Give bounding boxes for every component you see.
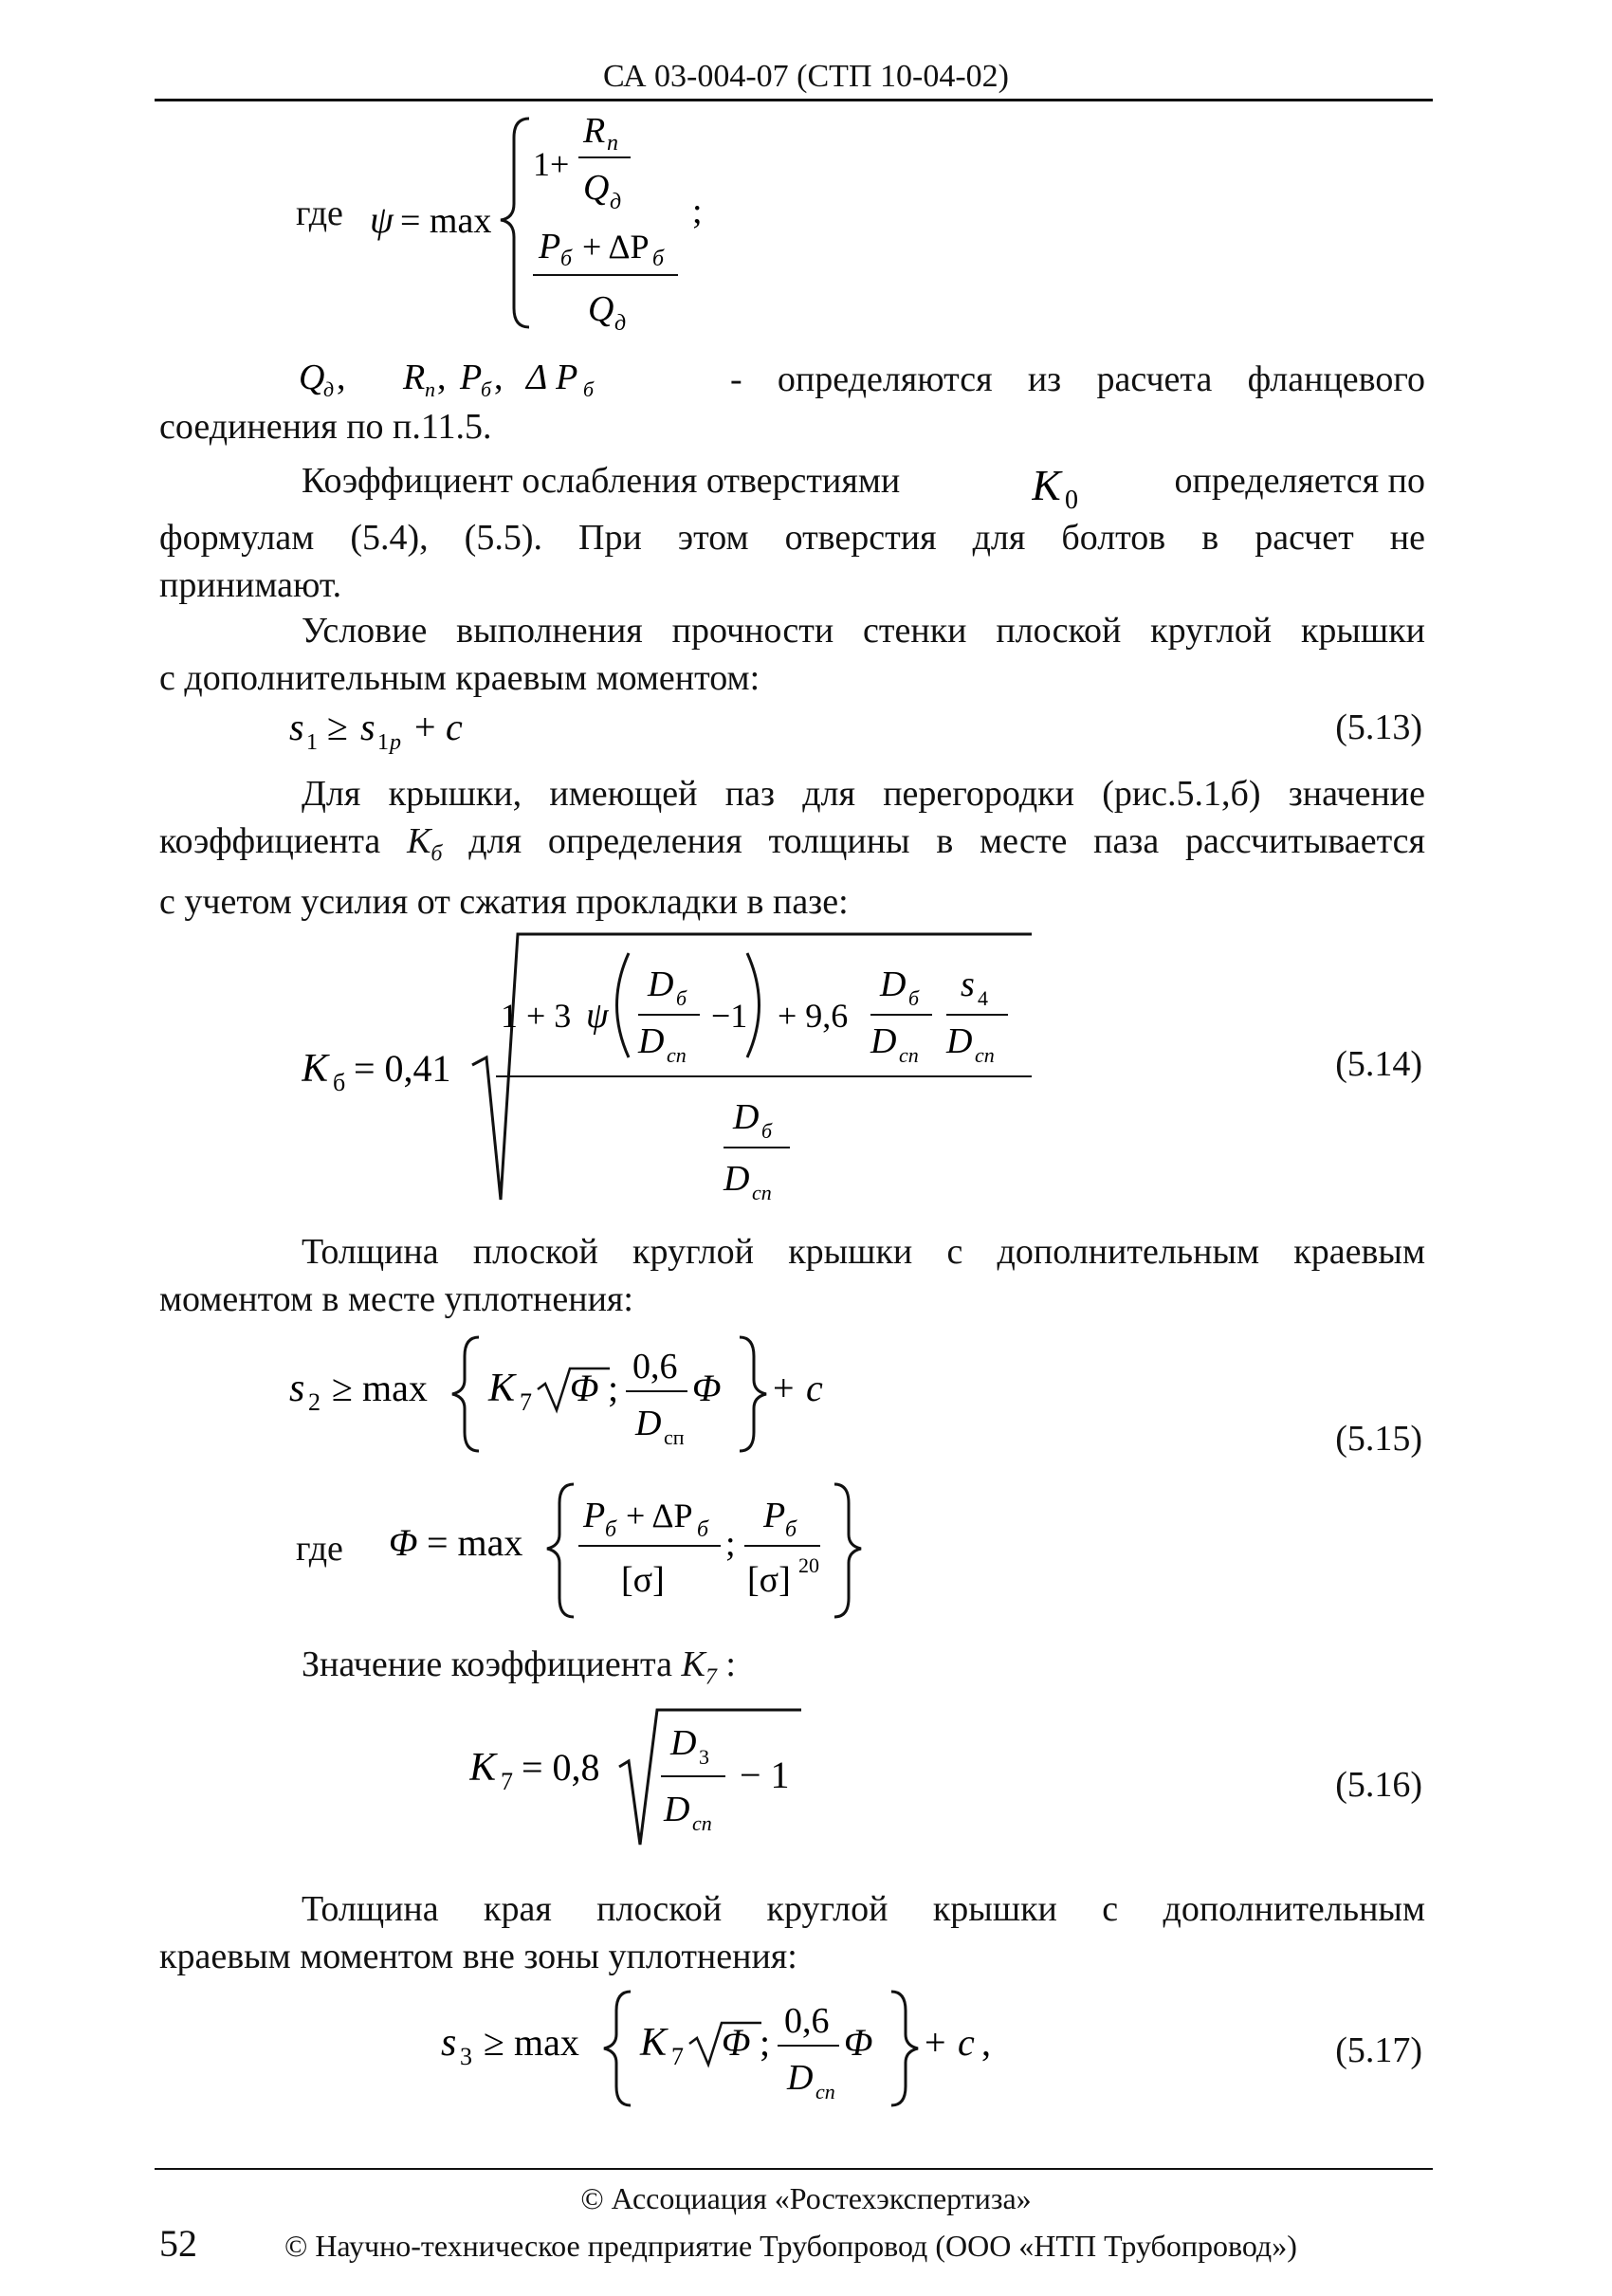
svg-text:≥ max: ≥ max bbox=[332, 1367, 428, 1409]
svg-text:,: , bbox=[337, 358, 346, 397]
svg-text:0,6: 0,6 bbox=[784, 2001, 830, 2041]
svg-text:сп: сп bbox=[975, 1043, 995, 1067]
svg-text:p: p bbox=[390, 730, 401, 755]
page-number: 52 bbox=[159, 2222, 197, 2265]
svg-text:Φ: Φ bbox=[570, 1367, 599, 1409]
svg-text:п: п bbox=[607, 131, 618, 156]
svg-text:c: c bbox=[446, 706, 463, 748]
svg-text:3: 3 bbox=[460, 2043, 472, 2070]
svg-text:+: + bbox=[773, 1367, 795, 1409]
svg-text:п: п bbox=[425, 377, 435, 401]
svg-text:Δ P: Δ P bbox=[526, 358, 578, 397]
svg-text:P: P bbox=[763, 1496, 786, 1535]
paragraph-k6-line-2: коэффициента $K_б$ для определения толщины в месте паза рассчитывается bbox=[159, 821, 1425, 867]
svg-text:Φ: Φ bbox=[722, 2021, 751, 2064]
svg-text:= max: = max bbox=[427, 1521, 523, 1564]
paragraph-k7: Значение коэффициента $K_7$ : bbox=[302, 1644, 736, 1690]
vars-line-2: соединения по п.11.5. bbox=[159, 407, 492, 447]
svg-text:0,6: 0,6 bbox=[632, 1347, 678, 1387]
svg-text:Q: Q bbox=[583, 168, 610, 208]
svg-text:s: s bbox=[289, 706, 304, 748]
footer-association: © Ассоциация «Ростехэкспертиза» bbox=[580, 2181, 1032, 2215]
svg-text:б: б bbox=[785, 1517, 797, 1542]
svg-text:D: D bbox=[880, 964, 907, 1004]
svg-text:s: s bbox=[360, 706, 376, 748]
svg-text:D: D bbox=[664, 1790, 690, 1829]
svg-text:≥: ≥ bbox=[327, 706, 348, 748]
vars-tail: - определяются из расчета фланцевого bbox=[730, 359, 1425, 399]
eq-number-5-15: (5.15) bbox=[1335, 1419, 1422, 1459]
svg-text:ψ: ψ bbox=[586, 996, 609, 1036]
svg-text:K: K bbox=[640, 2021, 668, 2065]
svg-text:D: D bbox=[946, 1021, 973, 1061]
page-header: СА 03-004-07 (СТП 10-04-02) bbox=[603, 59, 1009, 94]
svg-text:б: б bbox=[761, 1119, 773, 1143]
svg-text:D: D bbox=[670, 1723, 697, 1763]
svg-text:сп: сп bbox=[815, 2080, 835, 2103]
formula-5-16 bbox=[469, 1702, 849, 1859]
svg-text:Φ: Φ bbox=[389, 1521, 418, 1564]
svg-text:= 0,41: = 0,41 bbox=[354, 1047, 451, 1090]
svg-text:;: ; bbox=[725, 1524, 736, 1564]
svg-text:7: 7 bbox=[501, 1768, 513, 1795]
svg-text:сп: сп bbox=[899, 1043, 919, 1067]
svg-text:д: д bbox=[323, 377, 335, 401]
svg-text:s: s bbox=[441, 2021, 457, 2065]
svg-text:б: б bbox=[605, 1517, 617, 1542]
formula-5-15-phi bbox=[389, 1470, 920, 1636]
svg-text:1: 1 bbox=[306, 730, 318, 755]
svg-text:,: , bbox=[981, 2021, 991, 2064]
paragraph-condition: Условие выполнения прочности стенки плоской круглой крышки с дополнительным краевым моментом: bbox=[159, 611, 1425, 698]
svg-text:сп: сп bbox=[667, 1043, 687, 1067]
where-label-1: где bbox=[296, 193, 343, 233]
svg-text:+ ΔP: + ΔP bbox=[626, 1497, 693, 1534]
svg-text:,: , bbox=[437, 358, 447, 397]
svg-text:c: c bbox=[958, 2021, 975, 2064]
svg-text:2: 2 bbox=[308, 1388, 321, 1416]
eq-number-5-16: (5.16) bbox=[1335, 1765, 1422, 1805]
footer-rule bbox=[155, 2168, 1433, 2170]
svg-text:s: s bbox=[289, 1367, 305, 1410]
svg-text:Φ: Φ bbox=[844, 2021, 873, 2064]
svg-text:− 1: − 1 bbox=[740, 1754, 790, 1796]
svg-text:D: D bbox=[787, 2058, 814, 2098]
svg-text:D: D bbox=[635, 1404, 662, 1443]
svg-text:б: б bbox=[676, 986, 687, 1010]
svg-text:c: c bbox=[806, 1367, 823, 1409]
svg-text:D: D bbox=[638, 1021, 665, 1061]
svg-text:б: б bbox=[333, 1069, 346, 1096]
svg-text:Φ: Φ bbox=[692, 1367, 722, 1409]
svg-text:K: K bbox=[302, 1047, 329, 1091]
svg-text:K: K bbox=[488, 1367, 516, 1410]
svg-text:4: 4 bbox=[978, 986, 988, 1010]
svg-text:Q: Q bbox=[588, 289, 614, 329]
psi-formula bbox=[370, 104, 749, 356]
svg-text:Q: Q bbox=[299, 358, 325, 397]
svg-text:б: б bbox=[481, 377, 492, 401]
svg-text:−1: −1 bbox=[711, 997, 748, 1035]
svg-text:1: 1 bbox=[377, 730, 389, 755]
svg-text:K: K bbox=[1032, 461, 1061, 509]
svg-text:P: P bbox=[460, 358, 483, 397]
svg-text:ψ: ψ bbox=[370, 198, 394, 241]
svg-text:+ ΔP: + ΔP bbox=[582, 228, 650, 266]
svg-text:D: D bbox=[870, 1021, 897, 1061]
svg-text:D: D bbox=[648, 964, 674, 1004]
svg-text:+: + bbox=[925, 2021, 946, 2064]
svg-text:б: б bbox=[908, 986, 920, 1010]
paragraph-k6: Для крышки, имеющей паз для перегородки (рис.5.1,б) значение коэффициента $K_б$ для определения толщины в месте паза рассчитывается с учетом усилия от сжатия прокладки в пазе: bbox=[159, 774, 1425, 922]
formula-5-13 bbox=[289, 697, 593, 768]
svg-text:1+: 1+ bbox=[533, 145, 570, 183]
paragraph-thickness: Толщина плоской круглой крышки с дополнительным краевым моментом в месте уплотнения: bbox=[159, 1232, 1425, 1319]
svg-text:+: + bbox=[414, 706, 436, 748]
svg-text:б: б bbox=[697, 1517, 709, 1542]
svg-text:;: ; bbox=[692, 192, 703, 231]
svg-text:[σ]: [σ] bbox=[747, 1560, 791, 1600]
svg-text:20: 20 bbox=[798, 1553, 819, 1577]
svg-text:R: R bbox=[583, 111, 606, 151]
svg-text:= max: = max bbox=[400, 201, 492, 241]
svg-text:сп: сп bbox=[692, 1811, 712, 1835]
svg-text:≥ max: ≥ max bbox=[484, 2021, 579, 2064]
svg-text:б: б bbox=[583, 377, 595, 401]
svg-text:;: ; bbox=[608, 1367, 619, 1409]
footer-company: © Научно-техническое предприятие Трубопровод (ООО «НТП Трубопровод») bbox=[284, 2229, 1297, 2263]
svg-text:1 + 3: 1 + 3 bbox=[501, 997, 572, 1035]
svg-text:0: 0 bbox=[1065, 486, 1078, 514]
svg-text:сп: сп bbox=[752, 1181, 772, 1204]
svg-text:7: 7 bbox=[671, 2043, 684, 2070]
svg-text:R: R bbox=[403, 358, 426, 397]
eq-number-5-14: (5.14) bbox=[1335, 1044, 1422, 1084]
svg-text:= 0,8: = 0,8 bbox=[522, 1746, 600, 1789]
svg-text:D: D bbox=[733, 1097, 760, 1137]
where-label-2: где bbox=[296, 1529, 343, 1569]
svg-text:P: P bbox=[539, 227, 561, 266]
svg-text:[σ]: [σ] bbox=[621, 1560, 665, 1600]
svg-text:сп: сп bbox=[664, 1425, 685, 1449]
svg-text:б: б bbox=[560, 247, 573, 271]
k0-symbol bbox=[1032, 448, 1127, 526]
svg-text:D: D bbox=[724, 1159, 750, 1199]
paragraph-k0-line-1: Коэффициент ослабления отверстиями K 0 определяется по bbox=[159, 457, 1425, 514]
paragraph-edge-thickness: Толщина края плоской круглой крышки с дополнительным краевым моментом вне зоны уплотнения: bbox=[159, 1889, 1425, 1976]
svg-text:д: д bbox=[610, 190, 622, 214]
svg-text:б: б bbox=[652, 247, 665, 271]
svg-text:7: 7 bbox=[520, 1388, 532, 1416]
formula-5-17 bbox=[441, 1977, 1029, 2115]
paragraph-k0: Коэффициент ослабления отверстиями K 0 определяется по формулам (5.4), (5.5). При этом отверстия для болтов в расчет не принимают. bbox=[159, 457, 1425, 609]
eq-number-5-17: (5.17) bbox=[1335, 2030, 1422, 2070]
formula-5-14 bbox=[302, 925, 1060, 1214]
svg-text:K: K bbox=[469, 1746, 497, 1790]
eq-number-5-13: (5.13) bbox=[1335, 707, 1422, 747]
svg-text:s: s bbox=[961, 964, 975, 1004]
svg-text:3: 3 bbox=[699, 1745, 709, 1769]
svg-text:;: ; bbox=[760, 2021, 771, 2064]
svg-text:,: , bbox=[494, 358, 504, 397]
header-rule bbox=[155, 99, 1433, 101]
svg-text:д: д bbox=[614, 311, 627, 336]
svg-text:P: P bbox=[583, 1496, 606, 1535]
svg-text:+ 9,6: + 9,6 bbox=[778, 997, 849, 1035]
formula-5-15-s2 bbox=[289, 1323, 877, 1460]
